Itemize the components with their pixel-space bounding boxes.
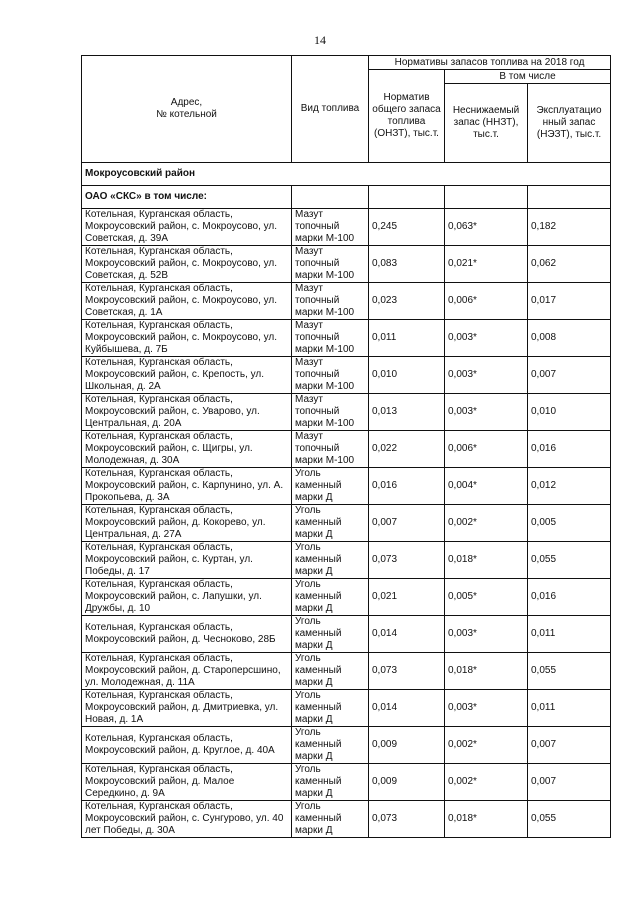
- nezt-cell: 0,005: [528, 505, 611, 542]
- nezt-cell: 0,055: [528, 801, 611, 838]
- nnzt-cell: 0,006*: [445, 431, 528, 468]
- empty-cell: [292, 186, 369, 209]
- table-row: [82, 690, 611, 727]
- fuel-type-cell: Мазут топочный марки М-100: [292, 209, 369, 246]
- address-cell: Котельная, Курганская область, Мокроусовский район, с. Уварово, ул. Центральная, д. 20А: [82, 394, 292, 431]
- address-cell: Котельная, Курганская область, Мокроусовский район, с. Сунгурово, ул. 40 лет Победы, д. 30А: [82, 801, 292, 838]
- nnzt-cell: 0,002*: [445, 764, 528, 801]
- table-row: [82, 357, 611, 394]
- nnzt-cell: 0,063*: [445, 209, 528, 246]
- nnzt-cell: 0,003*: [445, 616, 528, 653]
- nnzt-cell: 0,003*: [445, 320, 528, 357]
- nnzt-cell: 0,004*: [445, 468, 528, 505]
- address-cell: Котельная, Курганская область, Мокроусовский район, с. Крепость, ул. Школьная, д. 2А: [82, 357, 292, 394]
- nnzt-cell: 0,003*: [445, 690, 528, 727]
- nezt-cell: 0,055: [528, 542, 611, 579]
- nezt-cell: 0,017: [528, 283, 611, 320]
- address-cell: Котельная, Курганская область, Мокроусовский район, с. Куртан, ул. Победы, д. 17: [82, 542, 292, 579]
- nezt-cell: 0,012: [528, 468, 611, 505]
- onzt-cell: 0,009: [369, 764, 445, 801]
- nnzt-cell: 0,021*: [445, 246, 528, 283]
- onzt-cell: 0,013: [369, 394, 445, 431]
- nnzt-cell: 0,005*: [445, 579, 528, 616]
- table-header: [82, 56, 611, 163]
- nezt-cell: 0,055: [528, 653, 611, 690]
- header-norms: Нормативы запасов топлива на 2018 год: [369, 56, 611, 70]
- onzt-cell: 0,022: [369, 431, 445, 468]
- table-row: [82, 616, 611, 653]
- fuel-type-cell: Мазут топочный марки М-100: [292, 320, 369, 357]
- address-cell: Котельная, Курганская область, Мокроусовский район, с. Мокроусово, ул. Советская, д. 52В: [82, 246, 292, 283]
- table-row: [82, 283, 611, 320]
- header-fuel-type: Вид топлива: [292, 56, 369, 163]
- address-cell: Котельная, Курганская область, Мокроусовский район, с. Карпунино, ул. А. Прокопьева, д. 3А: [82, 468, 292, 505]
- nezt-cell: 0,007: [528, 357, 611, 394]
- onzt-cell: 0,007: [369, 505, 445, 542]
- onzt-cell: 0,073: [369, 653, 445, 690]
- nnzt-cell: 0,018*: [445, 653, 528, 690]
- fuel-type-cell: Уголь каменный марки Д: [292, 579, 369, 616]
- table-row: [82, 505, 611, 542]
- onzt-cell: 0,073: [369, 542, 445, 579]
- nezt-cell: 0,008: [528, 320, 611, 357]
- nezt-cell: 0,007: [528, 764, 611, 801]
- nnzt-cell: 0,002*: [445, 505, 528, 542]
- table-row: [82, 542, 611, 579]
- fuel-type-cell: Уголь каменный марки Д: [292, 801, 369, 838]
- table-body: [82, 163, 611, 838]
- table-row: [82, 431, 611, 468]
- address-cell: Котельная, Курганская область, Мокроусовский район, д. Кокорево, ул. Центральная, д. 27А: [82, 505, 292, 542]
- fuel-type-cell: Уголь каменный марки Д: [292, 468, 369, 505]
- nezt-cell: 0,016: [528, 579, 611, 616]
- address-cell: Котельная, Курганская область, Мокроусовский район, с. Мокроусово, ул. Советская, д. 1А: [82, 283, 292, 320]
- nezt-cell: 0,182: [528, 209, 611, 246]
- address-cell: Котельная, Курганская область, Мокроусовский район, с. Мокроусово, ул. Куйбышева, д. 7Б: [82, 320, 292, 357]
- header-onzt: Норматив общего запаса топлива (ОНЗТ), тыс.т.: [369, 70, 445, 163]
- header-nezt: Эксплуатацио нный запас (НЭЗТ), тыс.т.: [528, 84, 611, 163]
- fuel-type-cell: Мазут топочный марки М-100: [292, 394, 369, 431]
- onzt-cell: 0,010: [369, 357, 445, 394]
- table-row: [82, 579, 611, 616]
- empty-cell: [369, 186, 445, 209]
- table-row: [82, 727, 611, 764]
- onzt-cell: 0,021: [369, 579, 445, 616]
- nnzt-cell: 0,018*: [445, 542, 528, 579]
- table-row: [82, 653, 611, 690]
- onzt-cell: 0,083: [369, 246, 445, 283]
- address-cell: Котельная, Курганская область, Мокроусовский район, д. Дмитриевка, ул. Новая, д. 1А: [82, 690, 292, 727]
- address-cell: Котельная, Курганская область, Мокроусовский район, с. Мокроусово, ул. Советская, д. 39А: [82, 209, 292, 246]
- fuel-type-cell: Уголь каменный марки Д: [292, 505, 369, 542]
- fuel-type-cell: Мазут топочный марки М-100: [292, 357, 369, 394]
- nezt-cell: 0,016: [528, 431, 611, 468]
- address-cell: Котельная, Курганская область, Мокроусовский район, д. Чесноково, 28Б: [82, 616, 292, 653]
- onzt-cell: 0,011: [369, 320, 445, 357]
- company-heading: ОАО «СКС» в том числе:: [82, 186, 292, 209]
- onzt-cell: 0,016: [369, 468, 445, 505]
- address-cell: Котельная, Курганская область, Мокроусовский район, д. Малое Середкино, д. 9А: [82, 764, 292, 801]
- fuel-type-cell: Мазут топочный марки М-100: [292, 246, 369, 283]
- fuel-type-cell: Уголь каменный марки Д: [292, 727, 369, 764]
- fuel-type-cell: Мазут топочный марки М-100: [292, 431, 369, 468]
- fuel-type-cell: Мазут топочный марки М-100: [292, 283, 369, 320]
- onzt-cell: 0,073: [369, 801, 445, 838]
- table-row: [82, 468, 611, 505]
- page-number: 14: [314, 33, 326, 47]
- onzt-cell: 0,014: [369, 690, 445, 727]
- header-including: В том числе: [445, 70, 611, 84]
- address-cell: Котельная, Курганская область, Мокроусовский район, с. Лапушки, ул. Дружбы, д. 10: [82, 579, 292, 616]
- table-row: [82, 394, 611, 431]
- nnzt-cell: 0,002*: [445, 727, 528, 764]
- fuel-type-cell: Уголь каменный марки Д: [292, 764, 369, 801]
- table-row: [82, 764, 611, 801]
- onzt-cell: 0,023: [369, 283, 445, 320]
- onzt-cell: 0,014: [369, 616, 445, 653]
- nezt-cell: 0,007: [528, 727, 611, 764]
- nnzt-cell: 0,018*: [445, 801, 528, 838]
- nnzt-cell: 0,003*: [445, 394, 528, 431]
- nezt-cell: 0,011: [528, 690, 611, 727]
- fuel-type-cell: Уголь каменный марки Д: [292, 690, 369, 727]
- fuel-type-cell: Уголь каменный марки Д: [292, 616, 369, 653]
- table-row: [82, 801, 611, 838]
- empty-cell: [445, 186, 528, 209]
- nezt-cell: 0,011: [528, 616, 611, 653]
- header-address: Адрес, № котельной: [82, 56, 292, 163]
- district-heading: Мокроусовский район: [82, 163, 611, 186]
- table-row: [82, 246, 611, 283]
- nezt-cell: 0,010: [528, 394, 611, 431]
- address-cell: Котельная, Курганская область, Мокроусовский район, с. Щигры, ул. Молодежная, д. 30А: [82, 431, 292, 468]
- table-row: [82, 209, 611, 246]
- onzt-cell: 0,009: [369, 727, 445, 764]
- nnzt-cell: 0,003*: [445, 357, 528, 394]
- fuel-type-cell: Уголь каменный марки Д: [292, 542, 369, 579]
- header-nnzt: Неснижаемый запас (ННЗТ), тыс.т.: [445, 84, 528, 163]
- nezt-cell: 0,062: [528, 246, 611, 283]
- empty-cell: [528, 186, 611, 209]
- fuel-type-cell: Уголь каменный марки Д: [292, 653, 369, 690]
- nnzt-cell: 0,006*: [445, 283, 528, 320]
- address-cell: Котельная, Курганская область, Мокроусовский район, д. Круглое, д. 40А: [82, 727, 292, 764]
- fuel-reserves-table: [81, 55, 611, 838]
- table-row: [82, 320, 611, 357]
- onzt-cell: 0,245: [369, 209, 445, 246]
- address-cell: Котельная, Курганская область, Мокроусовский район, д. Староперсшино, ул. Молодежная, д. 11А: [82, 653, 292, 690]
